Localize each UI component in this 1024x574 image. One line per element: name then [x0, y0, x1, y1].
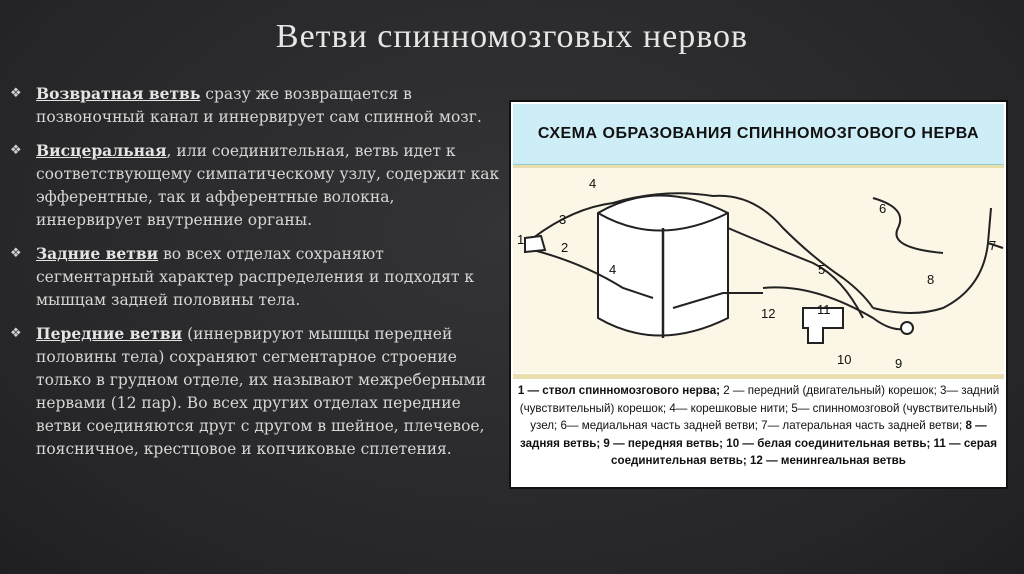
diagram-label: 6	[879, 201, 887, 216]
bullet-text: во всех отделах сохраняют сегментарный характер распределения и подходят к мышцам задней половины тела.	[36, 245, 475, 309]
bullet-item	[10, 242, 500, 312]
figure-caption	[515, 382, 1002, 470]
bullet-item	[10, 82, 500, 129]
bullet-item	[10, 139, 500, 232]
bullet-item	[10, 322, 500, 461]
slide-title: Ветви спинномозговых нервов	[275, 18, 749, 55]
diagram-label: 5	[818, 262, 826, 277]
diagram-label: 8	[927, 272, 935, 287]
bullet-list	[10, 82, 500, 471]
spinal-nerve-svg	[513, 168, 1004, 373]
diagram-label: 1	[517, 232, 525, 247]
bullet-text: сразу же возвращается в позвоночный канал и иннервирует сам спинной мозг.	[36, 85, 482, 126]
diagram-label: 2	[561, 240, 569, 255]
diagram-label: 12	[761, 306, 776, 321]
diamond-bullet-icon: ❖	[10, 86, 22, 101]
diagram-label: 4	[589, 176, 597, 191]
diagram-label: 11	[817, 302, 831, 317]
caption-part: 8 — задняя ветвь; 9 — передняя ветвь; 10 — белая соединительная ветвь; 11 — серая соединительная ветвь; 12 — менингеальная ветвь	[519, 419, 998, 467]
diamond-bullet-icon: ❖	[10, 143, 22, 158]
diamond-bullet-icon: ❖	[10, 326, 22, 341]
bullet-term: Передние ветви	[36, 324, 183, 343]
caption-part: 2 — передний (двигательный) корешок; 3— задний (чувствительный) корешок; 4— корешковые нити; 5— спинномозговой (чувствительный) узел; 6— медиальная часть задней ветви; 7— латеральная часть задней ветви;	[519, 384, 1000, 432]
diagram-label: 7	[989, 238, 997, 253]
divider	[513, 374, 1004, 379]
bullet-text: (иннервируют мышцы передней половины тела) сохраняют сегментарное строение только в грудном отделе, их называют межреберными нервами (12 пар). Во всех других отделах передние ветви соединяются друг с другом в шейное, плечевое, поясничное, крестцовое и копчиковые сплетения.	[36, 325, 487, 458]
figure-header	[513, 104, 1004, 165]
bullet-term: Возвратная ветвь	[36, 84, 201, 103]
diagram-label: 4	[609, 262, 617, 277]
diamond-bullet-icon: ❖	[10, 246, 22, 261]
nerve-diagram-figure	[509, 100, 1008, 489]
caption-part: 1 — ствол спинномозгового нерва;	[517, 384, 721, 397]
diagram-label: 10	[837, 352, 852, 367]
figure-header-text: СХЕМА ОБРАЗОВАНИЯ СПИННОМОЗГОВОГО НЕРВА	[537, 125, 980, 142]
spinal-nerve-drawing	[513, 168, 1004, 373]
diagram-label: 9	[895, 356, 903, 371]
diagram-label: 3	[559, 212, 567, 227]
bullet-text: , или соединительная, ветвь идет к соответствующему симпатическому узлу, содержит как эфферентные, так и афферентные волокна, иннервирует внутренние органы.	[36, 142, 500, 229]
bullet-term: Задние ветви	[36, 244, 159, 263]
bullet-term: Висцеральная	[36, 141, 167, 160]
